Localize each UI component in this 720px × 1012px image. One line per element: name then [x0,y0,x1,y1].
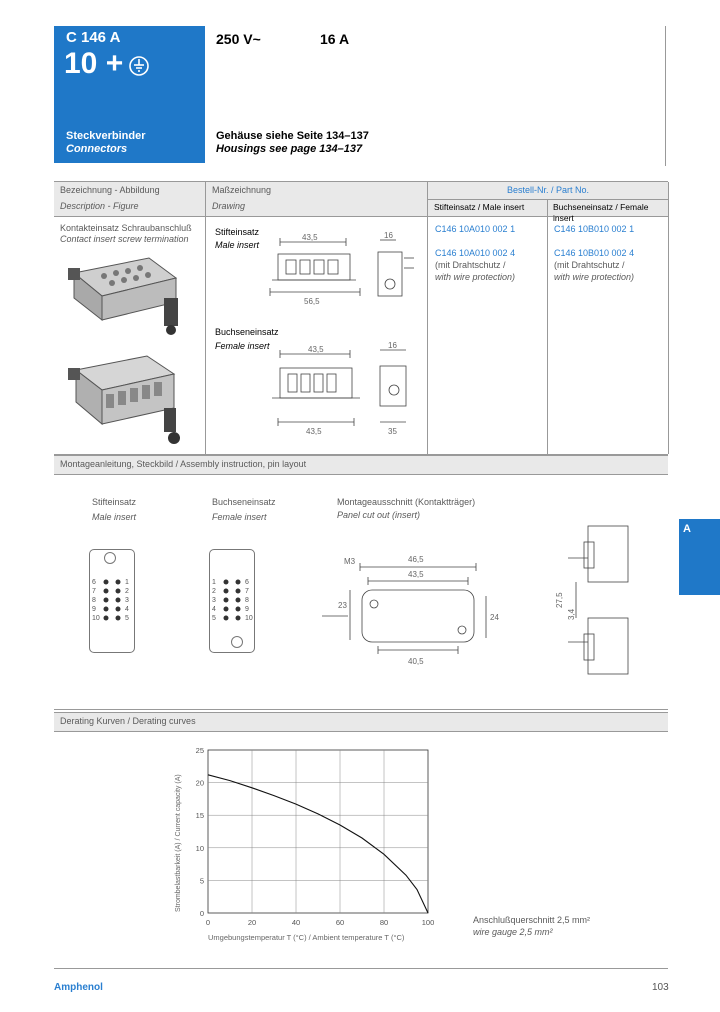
cutout-en: Panel cut out (insert) [337,510,421,520]
product-code: C 146 A [66,29,121,46]
wire-gauge-en: wire gauge 2,5 mm² [473,927,553,937]
table-right-edge [668,182,669,454]
chart-ticks [196,746,435,927]
header-vline [665,26,666,166]
chart-xtick-label: 100 [421,918,435,927]
profile-dim-small: 3,4 [567,608,576,620]
female-pins-left [212,578,216,623]
female-part-number-1[interactable]: C146 10B010 002 1 [554,224,635,234]
female-pins-right [245,578,253,623]
col3a-header: Stifteinsatz / Male insert [434,202,525,212]
male-pin-label: 3 [125,597,129,604]
chart-xtick-label: 60 [335,918,345,927]
profile-dim-v: 27,5 [555,592,564,608]
category-en: Connectors [66,143,128,155]
pin-count-label: 10 + [64,47,124,80]
col3b-header: Buchseneinsatz / Female insert [553,202,649,223]
female-insert-photo [62,350,192,448]
pin-count [64,47,123,81]
drawing-female-de: Buchseneinsatz [215,327,279,337]
female-pin-label: 6 [245,579,249,586]
chart-grid [208,750,428,913]
male-pin-label: 8 [92,597,96,604]
panel-cutout-drawing [318,540,518,670]
chart-ylabel: Strombelastbarkeit (A) / Current capacity (A) [175,774,182,912]
col2-header-de: Maßzeichnung [212,185,272,195]
male-pin-label: 4 [125,606,129,613]
col2-header-en: Drawing [212,201,246,211]
male-pin-label: 9 [92,606,96,613]
col3-header: Bestell-Nr. / Part No. [507,185,590,195]
chart-xtick-label: 40 [291,918,301,927]
drawing-female-en: Female insert [215,341,270,351]
chart-xlabel: Umgebungstemperatur T (°C) / Ambient temperature T (°C) [208,933,405,942]
chart-ytick-label: 0 [199,909,204,918]
male-pin-label: 1 [125,579,129,586]
female-ground-symbol [231,636,243,648]
chart-xtick-label: 20 [247,918,257,927]
male-pin-dots [100,578,124,624]
pin-female-en: Female insert [212,512,267,522]
side-profile-drawing [548,520,636,680]
male-part-number-2[interactable]: C146 10A010 002 4 [435,248,516,258]
cutout-dim-top: 46,5 [408,555,424,564]
partno-divider [427,199,668,200]
chart-ytick-label: 25 [195,746,204,755]
male-ground-symbol [104,552,116,564]
female-pin-label: 2 [212,588,216,595]
chart-ytick-label: 20 [195,778,204,788]
housings-en: Housings see page 134–137 [216,143,363,155]
female-pin-label: 1 [212,579,216,586]
housings-de: Gehäuse siehe Seite 134–137 [216,130,369,142]
male-pins-left [92,578,100,623]
male-pin-label: 5 [125,615,129,622]
category-de: Steckverbinder [66,130,146,142]
row-description-de: Kontakteinsatz Schraubanschluß [60,223,192,233]
pin-female-de: Buchseneinsatz [212,497,276,507]
derating-bottom-line [54,968,668,969]
side-tab-label: A [683,523,691,535]
chart-xtick-label: 0 [205,918,211,927]
female-part-number-2[interactable]: C146 10B010 002 4 [554,248,635,258]
wire-gauge-de: Anschlußquerschnitt 2,5 mm² [473,915,591,925]
male-note-de: (mit Drahtschutz / [435,260,506,270]
chart-ytick-label: 15 [195,811,204,821]
male-dim-top: 43,5 [302,233,318,242]
cutout-dim-bottom: 40,5 [408,657,424,666]
chart-ytick-label: 10 [195,843,204,853]
derating-bar-title: Derating Kurven / Derating curves [60,716,196,726]
row-description-en: Contact insert screw termination [60,234,189,244]
chart-xtick-label: 80 [379,918,389,927]
col1-header-de: Bezeichnung - Abbildung [60,185,160,195]
col1-header-en: Description - Figure [60,201,139,211]
drawing-male-en: Male insert [215,240,260,250]
footer-page-number: 103 [652,982,669,993]
female-pin-label: 5 [212,615,216,622]
derating-bar [54,712,668,732]
female-pin-label: 10 [245,615,253,622]
male-note-en: with wire protection) [435,272,516,282]
chart-plot-area [208,750,428,913]
assembly-bar [54,455,668,475]
male-pin-label: 2 [125,588,129,595]
female-pin-label: 3 [212,597,216,604]
male-pin-label: 6 [92,579,96,586]
parts-table [54,181,668,455]
cutout-dim-mid: 43,5 [408,570,424,579]
female-pin-label: 9 [245,606,249,613]
pin-male-de: Stifteinsatz [92,497,137,507]
derating-chart [160,740,450,955]
col-divider-1 [205,182,206,454]
female-pin-label: 4 [212,606,216,613]
male-part-number-1[interactable]: C146 10A010 002 1 [435,224,516,234]
female-pin-label: 8 [245,597,249,604]
female-dim-side-bottom: 35 [388,427,397,436]
chart-ytick-label: 5 [199,876,204,886]
cutout-de: Montageausschnitt (Kontaktträger) [337,497,476,507]
assembly-bottom-line [54,709,668,710]
female-note-en: with wire protection) [554,272,635,282]
voltage-rating: 250 V~ [216,31,261,47]
cutout-dim-right: 24 [490,613,499,622]
female-insert-drawing [268,342,418,442]
chart-series-line [208,775,428,913]
ground-icon [128,55,150,77]
footer-brand: Amphenol [54,982,103,993]
pin-male-en: Male insert [92,512,137,522]
male-insert-photo [64,248,189,338]
current-rating: 16 A [320,31,350,47]
male-dim-bottom: 56,5 [304,297,320,306]
female-dim-bottom: 43,5 [306,427,322,436]
assembly-bar-title: Montageanleitung, Steckbild / Assembly instruction, pin layout [60,459,307,469]
male-pin-label: 7 [92,588,96,595]
col-divider-2 [427,182,428,454]
male-dim-side: 16 [384,232,393,240]
col-divider-3 [547,200,548,454]
female-dim-side: 16 [388,342,397,350]
male-insert-drawing [268,232,418,322]
male-pins-right [125,578,129,623]
female-dim-top: 43,5 [308,345,324,354]
male-pin-label: 10 [92,615,100,622]
female-pin-label: 7 [245,588,249,595]
drawing-male-de: Stifteinsatz [215,227,260,237]
cutout-dim-screw: M3 [344,557,356,566]
female-pin-dots [220,578,244,624]
female-note-de: (mit Drahtschutz / [554,260,625,270]
cutout-dim-left: 23 [338,601,347,610]
